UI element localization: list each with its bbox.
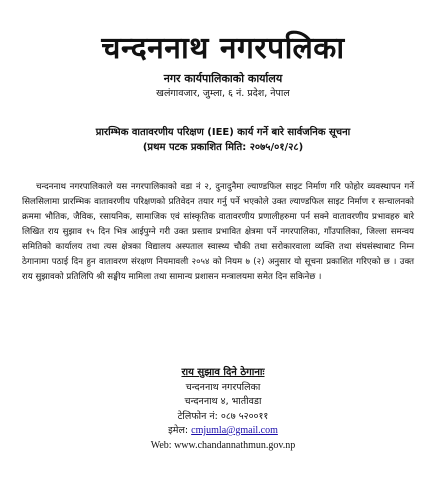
contact-email-line (0, 424, 446, 439)
office-address: खलंगावजार, जुम्ला, ६ नं. प्रदेश, नेपाल (156, 88, 290, 99)
notice-body: चन्दननाथ नगरपालिकाले यस नगरपालिकाको वडा नं २, दुनादुनैमा ल्याण्डफिल साइट निर्माण गरि फोहोर व्यवस्थापन गर्ने सिलसिलामा प्रारम्भिक वातावरणीय परिक्षणको प्रतिवेदन तयार गर्नु पर्ने भएकोले उक्त ल्याण्डफिल साइट निर्माण र सन्चालनको क्रममा भौतिक, जैविक, रसायनिक, सामाजिक एवं सांस्कृतिक वातावरणीय प्रणालीहरुमा पर्न सक्ने वातावरणीय प्रभावहरु बारे लिखित राय सुझाव १५ दिन भित्र आईपुग्ने गरी उक्त प्रस्ताव प्रभावित क्षेत्रमा पर्ने नगरपालिका, गाँउपालिका, जिल्ला समन्वय समितिको कार्यालय तथा त्यस क्षेत्रका विद्यालय अस्पताल स्वास्थ्य चौकी तथा सरोकारवाला व्यक्ति तथा संघसंस्थाबाट निम्न ठेगानामा पठाई दिन हुन वातावरण संरक्षण नियमावली २०५४ को नियम ७ (२) अनुसार यो सूचना प्रकाशित गरिएको छ । उक्त राय सुझावको प्रतिलिपि श्री सङ्घीय मामिला तथा सामान्य प्रशासन मन्त्रालयमा समेत दिन सकिनेछ । (22, 182, 414, 282)
publication-date: (प्रथम पटक प्रकाशित मिति: २०७५/०१/२८) (142, 142, 304, 153)
contact-location: चन्दननाथ ४, भातीवडा (184, 396, 262, 407)
email-label: इमेल: (168, 425, 189, 436)
contact-block (0, 366, 446, 453)
page-title: चन्दननाथ नगरपलिका (101, 31, 345, 66)
office-name: नगर कार्यपालिकाको कार्यालय (163, 72, 283, 85)
notice-heading: प्रारम्भिक वातावरणीय परिक्षण (IEE) कार्य गर्ने बारे सार्वजनिक सूचना (95, 127, 351, 138)
contact-heading: राय सुझाव दिने ठेगानाः (181, 367, 265, 378)
contact-name: चन्दननाथ नगरपलिका (185, 381, 261, 393)
email-link[interactable]: cmjumla@gmail.com (191, 425, 278, 436)
contact-phone: टेलिफोन नं: ०८७ ५२००११ (177, 410, 269, 422)
website-line: Web: www.chandannathmun.gov.np (150, 439, 296, 451)
